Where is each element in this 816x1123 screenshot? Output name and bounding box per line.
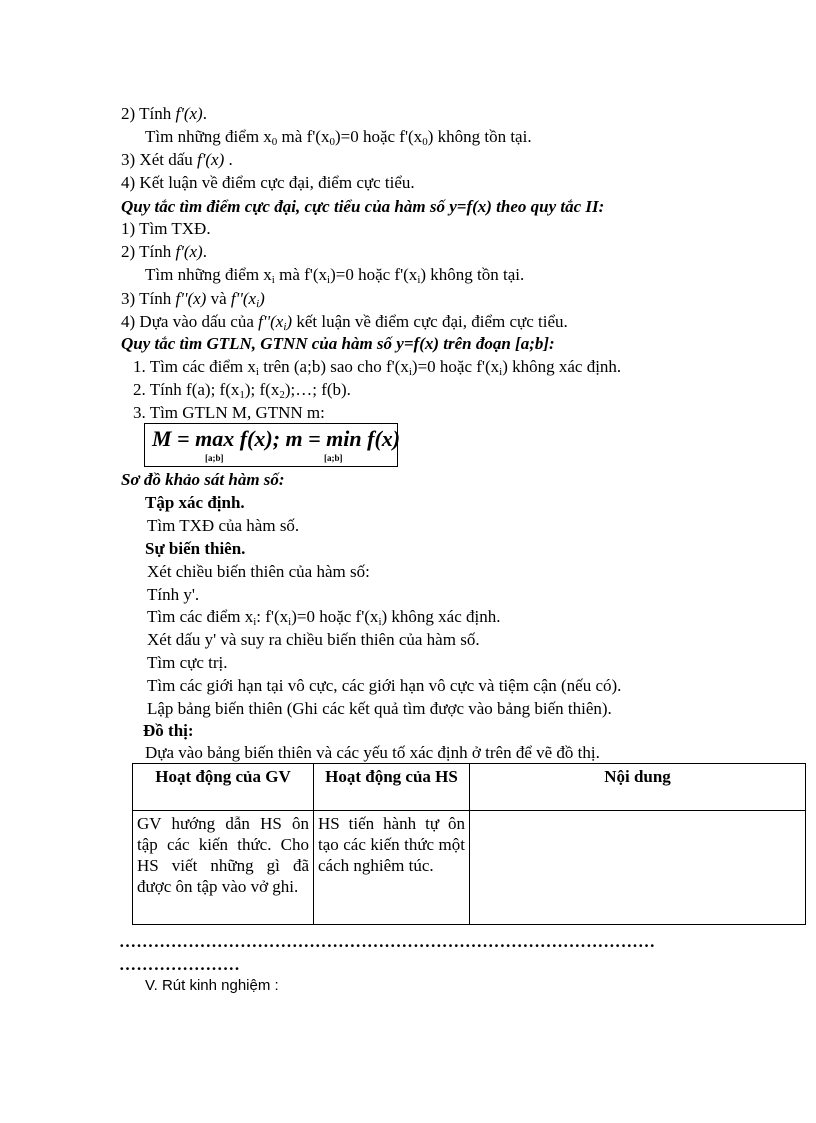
scheme-graph-text: Dựa vào bảng biến thiên và các yếu tố xác định ở trên để vẽ đồ thị. (145, 743, 600, 762)
section-v-title: V. Rút kinh nghiệm : (145, 977, 279, 994)
rule-2-step-2: 2) Tính f'(x). (121, 242, 207, 261)
rule-3-step-1: 1. Tìm các điểm $x_i$ trên (a;b) sao cho $f'(x_i)=0$ hoặc $f'(x_i)$ không xác định. (133, 357, 622, 378)
cell-teacher-activity: GV hướng dẫn HS ôn tập các kiến thức. Cho HS viết những gì đã được ôn tập vào vở ghi. (133, 811, 314, 925)
max-min-formula: M = max f(x); m = min f(x) (152, 426, 401, 451)
scheme-domain-heading: Tập xác định. (145, 493, 245, 512)
formula-max-interval: [a;b] (205, 453, 224, 463)
scheme-extrema: Tìm cực trị. (147, 653, 228, 672)
scheme-limits: Tìm các giới hạn tại vô cực, các giới hạn vô cực và tiệm cận (nếu có). (147, 676, 622, 695)
header-content: Nội dung (470, 764, 806, 811)
dotted-line-1: ………………………………………………………………………………… (119, 932, 656, 951)
find-critical-points-x0: Tìm những điểm $x_0$ mà $f'(x_0)=0$ hoặc $f'(x_0)$ không tồn tại. (145, 127, 532, 148)
dotted-line-2: ………………… (119, 955, 241, 974)
header-student-activity: Hoạt động của HS (314, 764, 470, 811)
rule-3-step-2: 2. Tính f(a); $f(x_1)$; $f(x_2);\dots$; f(b). (133, 380, 351, 401)
scheme-sign-y-prime: Xét dấu y' và suy ra chiều biến thiên của hàm số. (147, 630, 480, 649)
scheme-variation-text: Xét chiều biến thiên của hàm số: (147, 562, 370, 581)
scheme-domain-text: Tìm TXĐ của hàm số. (147, 516, 300, 535)
rule-2-heading: Quy tắc tìm điểm cực đại, cực tiểu của hàm số y=f(x) theo quy tắc II: (121, 197, 605, 216)
step-4-conclusion: 4) Kết luận về điểm cực đại, điểm cực tiểu. (121, 173, 415, 192)
step-3-sign: 3) Xét dấu f'(x) . (121, 150, 233, 169)
scheme-graph-heading: Đồ thị: (143, 721, 194, 740)
step-2-compute-derivative: 2) Tính f'(x). (121, 104, 207, 123)
scheme-variation-heading: Sự biến thiên. (145, 539, 246, 558)
scheme-compute-y-prime: Tính y'. (147, 585, 200, 604)
scheme-variation-table: Lập bảng biến thiên (Ghi các kết quả tìm được vào bảng biến thiên). (147, 699, 612, 718)
rule-3-heading: Quy tắc tìm GTLN, GTNN của hàm số y=f(x) trên đoạn [a;b]: (121, 334, 555, 353)
scheme-heading: Sơ đồ khảo sát hàm số: (121, 470, 285, 489)
activity-table (132, 763, 806, 925)
max-min-formula-box (144, 423, 401, 467)
table-header-row (133, 764, 806, 811)
rule-2-step-1: 1) Tìm TXĐ. (121, 219, 211, 238)
header-teacher-activity: Hoạt động của GV (133, 764, 314, 811)
rule-2-critical-points: Tìm những điểm $x_i$ mà $f'(x_i)=0$ hoặc $f'(x_i)$ không tồn tại. (145, 265, 525, 286)
table-row (133, 811, 806, 925)
cell-student-activity: HS tiến hành tự ôn tạo các kiến thức một cách nghiêm túc. (314, 811, 470, 925)
scheme-critical-points: Tìm các điểm $x_i$: $f'(x_i)=0$ hoặc $f'(x_i)$ không xác định. (147, 607, 501, 628)
rule-2-step-4: 4) Dựa vào dấu của $f''(x_i)$ kết luận về điểm cực đại, điểm cực tiểu. (121, 312, 568, 333)
formula-min-interval: [a;b] (324, 453, 343, 463)
cell-content (470, 811, 806, 925)
rule-2-step-3: 3) Tính f''(x) và $f''(x_i)$ (121, 289, 265, 310)
rule-3-step-3: 3. Tìm GTLN M, GTNN m: (133, 403, 325, 422)
